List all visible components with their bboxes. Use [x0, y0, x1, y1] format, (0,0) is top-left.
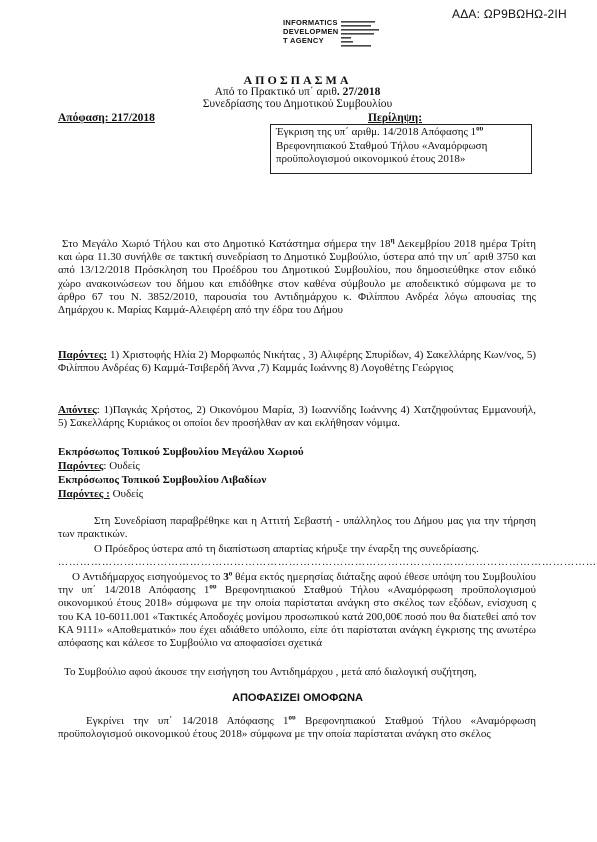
decision-heading: ΑΠΟΦΑΣΙΖΕΙ ΟΜΟΦΩΝΑ — [232, 692, 363, 704]
logo-line-3: T AGENCY — [283, 36, 324, 45]
dotted-separator: ………………………………………………………………………………………………………………………………… — [58, 557, 597, 568]
megalo-representative-title: Εκπρόσωπος Τοπικού Συμβουλίου Μεγάλου Χωριού — [58, 446, 304, 458]
decision-paragraph: Εγκρίνει την υπ΄ 14/2018 Απόφασης $1^{o\upsilon}$ Βρεφονηπιακού Σταθμού Τήλου «Αναμόρφωση προϋπολογισμού οικονομικού έτους 2018» σύμφωνα με την οποία παρίσταται ανάγκη στο σκέλος — [58, 713, 537, 741]
summary-line-3: προϋπολογισμού οικονομικού έτους 2018» — [276, 153, 466, 166]
livadia-representative-title: Εκπρόσωπος Τοπικού Συμβουλίου Λιβαδίων — [58, 474, 267, 486]
minutes-prefix: Από το Πρακτικό υπ΄ αριθ — [214, 86, 337, 98]
quorum-paragraph: Ο Πρόεδρος ύστερα από τη διαπίστωση απαρτίας κήρυξε την έναρξη της συνεδρίασης. — [94, 543, 479, 555]
present-members: Παρόντες: 1) Χριστοφής Ηλία 2) Μορφωπός Νικήτας , 3) Αλιφέρης Σπυρίδων, 4) Σακελλάρης Κων/νος, 5) Φιλίππου Ανδρέας 6) Καμμά-Τσιβερδή Άννα ,7) Καμμάς Ιωάννης 8) Λογοθέτης Γεώργιος — [58, 349, 536, 375]
proposal-paragraph: Ο Αντιδήμαρχος εισηγούμενος το $3^o$ θέμα εκτός ημερησίας διάταξης αφού έθεσε υπόψη του Συμβουλίου την υπ΄ 14/2018 Απόφασης $1^{o\upsilon}$ Βρεφονηπιακού Σταθμού Τήλου «Αναμόρφωση προϋπολογισμού οικονομικού έτους 2018» σύμφωνα με την οποία παρίσταται ανάγκη στο σκέλος των εξόδων, ενίσχυση ς του ΚΑ 10-6011.001 «Τακτικές Αποδοχές μονίμου προσωπικού κατά 200,00€ ποσό που θα διατεθεί από τον ΚΑ 9111» «Αποθεματικό» που έχει αδιάθετο υπόλοιπο, είπε ότι παρίσταται ανάγκη έγκρισης της ανωτέρω απόφασης και κάλεσε το Συμβούλιο να αποφασίσει σχετικά — [58, 569, 537, 650]
megalo-present: Παρόντες: Ουδείς — [58, 460, 140, 472]
summary-line-2: Βρεφονηπιακού Σταθμού Τήλου «Αναμόρφωση — [276, 139, 488, 152]
decision-number: Απόφαση: 217/2018 — [58, 112, 155, 124]
logo-line-2: DEVELOPMEN — [283, 27, 339, 36]
summary-line-1: Έγκριση της υπ΄ αριθμ. 14/2018 Απόφασης $1^{o\upsilon}$ — [276, 124, 484, 138]
summary-label: Περίληψη: — [368, 112, 423, 124]
document-title: ΑΠΟΣΠΑΣΜΑ — [243, 73, 352, 87]
council-paragraph: Το Συμβούλιο αφού άκουσε την εισήγηση του Αντιδημάρχου , μετά από διαλογική συζήτηση, — [64, 666, 477, 678]
ada-code: ΑΔΑ: ΩΡ9ΒΩΗΩ-2ΙΗ — [452, 7, 567, 21]
livadia-present: Παρόντες : Ουδείς — [58, 488, 144, 500]
minutes-keeper-paragraph: Στη Συνεδρίαση παραβρέθηκε και η Αττιτή Σεβαστή - υπάλληλος του Δήμου μας για την τήρηση των πρακτικών. — [58, 515, 536, 541]
informatics-agency-logo — [283, 18, 393, 54]
minutes-number: . 27/2018 — [336, 86, 381, 98]
logo-small-text-icon — [341, 20, 393, 50]
minutes-reference — [0, 86, 595, 98]
intro-paragraph: Στο Μεγάλο Χωριό Τήλου και στο Δημοτικό Κατάστημα σήμερα την $18^\eta$ Δεκεμβρίου 2018 ημέρα Τρίτη και ώρα 11.30 συνήλθε σε τακτική συνεδρίαση το Δημοτικό Συμβούλιο, ύστερα από την υπ΄ αριθ 3750 και από 13/12/2018 Πρόσκληση του Προέδρου του Δημοτικού Συμβουλίου, που δημοσιεύθηκε στον ειδικό χώρο ανακοινώσεων του δήμου και επιδόθηκε στον καθένα σύμβουλο με αποδεικτικό σύμφωνα με το άρθρο 67 του Ν. 3852/2010, παρουσία του Αντιδημάρχου κ. Φιλίππου Ανδρέα λόγω απουσίας της Δημάρχου κ. Μαρίας Καμμά-Αλειφέρη από την έδρα του Δήμου — [58, 236, 536, 317]
absent-members: Απόντες: 1)Παγκάς Χρήστος, 2) Οικονόμου Μαρία, 3) Ιωαννίδης Ιωάννης 4) Χατζηφούντας Εμμανουήλ, 5) Σακελλάρης Κυριάκος οι οποίοι δεν προσήλθαν αν και εκλήθησαν νόμιμα. — [58, 404, 536, 430]
absent-label: Απόντες — [58, 404, 97, 416]
summary-box — [270, 124, 532, 174]
present-label: Παρόντες: — [58, 349, 108, 361]
logo-line-1: INFORMATICS — [283, 18, 338, 27]
session-line: Συνεδρίασης του Δημοτικού Συμβουλίου — [202, 98, 393, 110]
